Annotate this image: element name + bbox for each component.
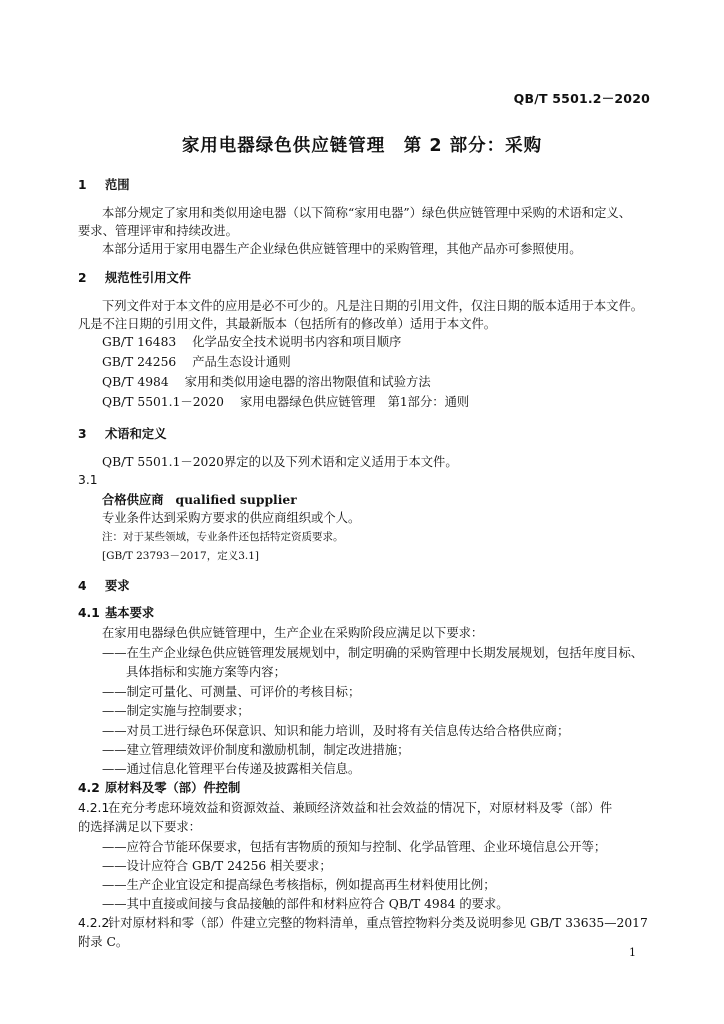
section-3-heading (78, 426, 167, 443)
paragraph: 的选择满足以下要求： (78, 820, 201, 834)
term-note: 注：对于某些领域，专业条件还包括特定资质要求。 (102, 531, 344, 543)
list-item: ——建立管理绩效评价制度和激励机制，制定改进措施； (102, 743, 410, 757)
paragraph: 在家用电器绿色供应链管理中，生产企业在采购阶段应满足以下要求： (102, 626, 484, 640)
term-english: qualified supplier (175, 492, 297, 507)
paragraph: QB/T 5501.1－2020界定的以及下列术语和定义适用于本文件。 (102, 455, 458, 469)
reference-item: QB/T 5501.1－2020 家用电器绿色供应链管理 第1部分：通则 (102, 395, 470, 409)
list-item-continuation: 具体指标和实施方案等内容； (126, 665, 286, 679)
section-4-heading (78, 578, 130, 595)
paragraph: 附录 C。 (78, 935, 129, 949)
reference-item: GB/T 16483 化学品安全技术说明书内容和项目顺序 (102, 335, 402, 349)
list-item: ——在生产企业绿色供应链管理发展规划中，制定明确的采购管理中长期发展规划，包括年度目标、 (102, 646, 644, 660)
term-source: [GB/T 23793－2017，定义3.1] (102, 550, 259, 562)
subsection-4-1-heading: 4.1 基本要求 (78, 606, 155, 620)
list-item: ——通过信息化管理平台传递及披露相关信息。 (102, 762, 361, 776)
clause-4-2-1: 4.2.1在充分考虑环境效益和资源效益、兼顾经济效益和社会效益的情况下，对原材料及零（部）件 (78, 801, 613, 815)
list-item: ——生产企业宜设定和提高绿色考核指标，例如提高再生材料使用比例； (102, 878, 496, 892)
section-number: 4 (78, 579, 87, 593)
clause-4-2-2: 4.2.2针对原材料和零（部）件建立完整的物料清单，重点管控物料分类及说明参见 GB/T 33635—2017 (78, 916, 648, 930)
section-number: 2 (78, 271, 87, 285)
page-number: 1 (629, 946, 636, 959)
list-item: ——制定可量化、可测量、可评价的考核目标； (102, 685, 361, 699)
paragraph: 本部分规定了家用和类似用途电器（以下简称“家用电器”）绿色供应链管理中采购的术语和定义、 (102, 206, 632, 220)
section-number: 1 (78, 178, 87, 192)
section-title: 规范性引用文件 (105, 271, 192, 285)
paragraph: 要求、管理评审和持续改进。 (78, 224, 238, 238)
paragraph: 下列文件对于本文件的应用是必不可少的。凡是注日期的引用文件，仅注日期的版本适用于本文件。 (102, 299, 644, 313)
subsection-4-2-heading: 4.2 原材料及零（部）件控制 (78, 781, 241, 795)
section-1-heading (78, 177, 130, 194)
term-entry (102, 491, 297, 509)
paragraph: 凡是不注日期的引用文件，其最新版本（包括所有的修改单）适用于本文件。 (78, 317, 497, 331)
section-number: 3 (78, 427, 87, 441)
list-item: ——应符合节能环保要求，包括有害物质的预知与控制、化学品管理、企业环境信息公开等； (102, 840, 607, 854)
reference-item: GB/T 24256 产品生态设计通则 (102, 355, 291, 369)
section-title: 术语和定义 (105, 427, 167, 441)
list-item: ——其中直接或间接与食品接触的部件和材料应符合 QB/T 4984 的要求。 (102, 897, 509, 911)
document-title: 家用电器绿色供应链管理 第 2 部分：采购 (181, 136, 543, 156)
list-item: ——对员工进行绿色环保意识、知识和能力培训，及时将有关信息传达给合格供应商； (102, 724, 570, 738)
term-chinese: 合格供应商 (102, 493, 164, 507)
paragraph: 本部分适用于家用电器生产企业绿色供应链管理中的采购管理，其他产品亦可参照使用。 (102, 242, 582, 256)
list-item: ——制定实施与控制要求； (102, 704, 250, 718)
term-number: 3.1 (78, 473, 98, 487)
term-definition: 专业条件达到采购方要求的供应商组织或个人。 (102, 511, 361, 525)
section-title: 要求 (105, 579, 130, 593)
standard-code: QB/T 5501.2－2020 (513, 91, 650, 106)
list-item: ——设计应符合 GB/T 24256 相关要求； (102, 859, 332, 873)
reference-item: QB/T 4984 家用和类似用途电器的溶出物限值和试验方法 (102, 375, 431, 389)
section-2-heading (78, 270, 191, 287)
section-title: 范围 (105, 178, 130, 192)
